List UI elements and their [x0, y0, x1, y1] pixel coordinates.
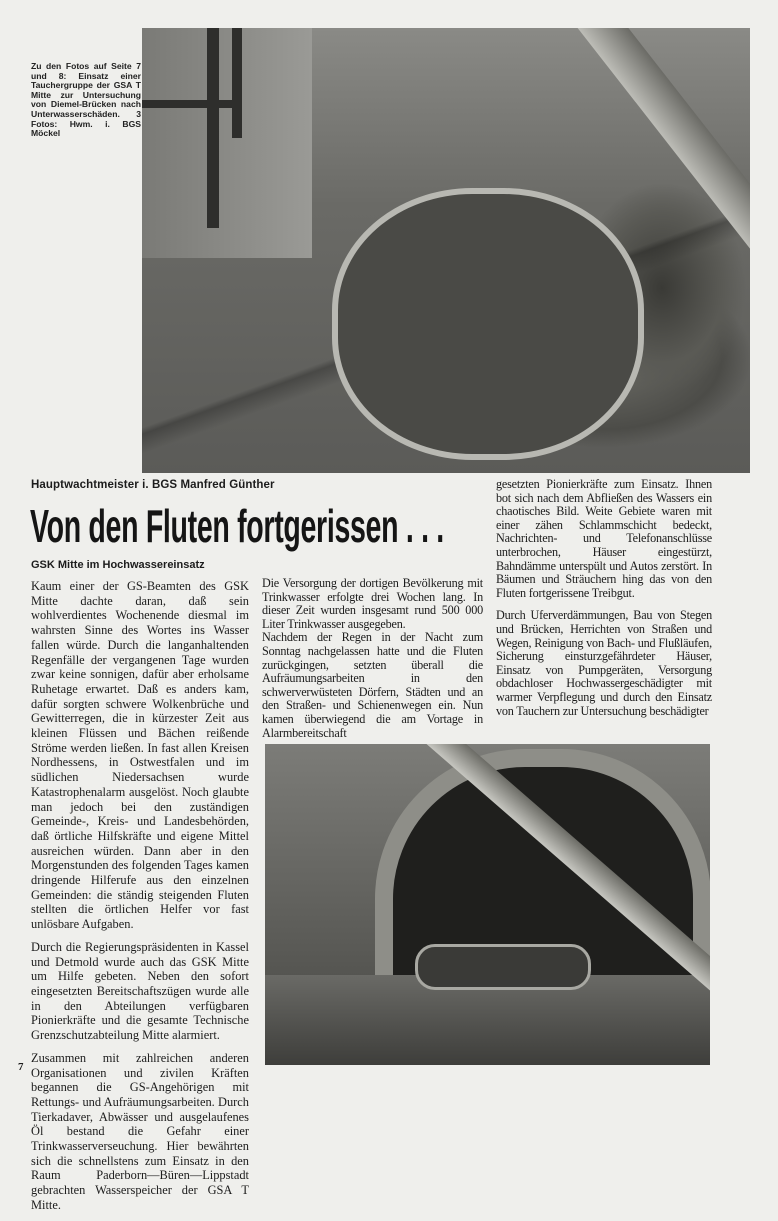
paragraph: Die Versorgung der dortigen Bevölkerung mit Trinkwasser erfolgte drei Wochen lang. In dieser Zeit wurden insgesamt rund 500 000 Liter Trinkwasser ausgegeben.	[262, 576, 483, 631]
photo-caption: Zu den Fotos auf Seite 7 und 8: Einsatz einer Tauchergruppe der GSA T Mitte zur Untersuchung von Diemel-Brücken nach Unterwasserschäden. 3 Fotos: Hwm. i. BGS Möckel	[31, 61, 141, 139]
paragraph: gesetzten Pionierkräfte zum Einsatz. Ihnen bot sich nach dem Abfließen des Wassers ein chaotisches Bild. Weite Gebiete waren mit einer zähen Schlammschicht bedeckt, Nachrichten- und Telefonanschlüsse unterbrochen, Häuser eingestürzt, Bahndämme unterspült und Autos zerstört. In Bäumen und Sträuchern hing das von den Fluten fortgerissene Treibgut.	[496, 477, 712, 600]
paragraph: Kaum einer der GS-Beamten des GSK Mitte dachte daran, daß sein wohlverdientes Wochenende diesmal im wahrsten Sinne des Wortes ins Wasser fallen würde. Durch die langanhaltenden Regenfälle der vergangenen Tage wurden zwar keine sonnigen, dafür aber erholsame Ruhetage erwartet. Daß es anders kam, dafür sorgten schwere Wolkenbrüche und Gewitterregen, die in kürzester Zeit aus kleinen Flüssen und Bächen reißende Ströme werden ließen. In fast allen Kreisen Nordhessens, in Ostwestfalen und im südlichen Niedersachsen wurde Katastrophenalarm ausgelöst. Noch glaubte man jedoch bei den zuständigen Gemeinde-, Kreis- und Landesbehörden, daß örtliche Hilfskräfte und eigene Mittel ausreichen würden. Dann aber in den Morgenstunden des folgenden Tages kamen dringende Hilferufe aus den einzelnen Gemeinden: die ständig steigenden Fluten stellten die örtlichen Helfer vor fast unlösbare Aufgaben.	[31, 579, 249, 932]
wooden-post	[207, 28, 219, 228]
article-author: Hauptwachtmeister i. BGS Manfred Günther	[31, 479, 275, 491]
paragraph: Durch Uferverdämmungen, Bau von Stegen und Brücken, Herrichten von Straßen und Wegen, Reinigung von Bach- und Flußläufen, Sicherung einsturzgefährdeter Häuser, Einsatz von Pumpgeräten, Versorgung obdachloser Hochwassergeschädigter mit warmer Verpflegung und durch den Einsatz von Tauchern zur Untersuchung beschädigter	[496, 608, 712, 718]
wooden-post	[232, 28, 242, 138]
text-column-left	[31, 579, 249, 1221]
text-column-right	[496, 478, 712, 726]
text-column-middle	[262, 577, 483, 740]
rubber-boat	[332, 188, 644, 460]
article-headline: Von den Fluten fortgerissen . . .	[30, 500, 444, 552]
photo-bridge-arch-boat	[265, 744, 710, 1065]
wooden-beam	[142, 100, 242, 108]
page-number: 7	[18, 1061, 24, 1073]
bridge-wall	[142, 28, 312, 258]
article-subheadline: GSK Mitte im Hochwassereinsatz	[31, 559, 205, 571]
rubber-boat	[415, 944, 591, 990]
photo-divers-in-rubber-boat	[142, 28, 750, 473]
paragraph: Nachdem der Regen in der Nacht zum Sonntag nachgelassen hatte und die Fluten zurückgingen, setzten überall die Aufräumungsarbeiten in den schwerverwüsteten Dörfern, Städten und an den Straßen- und Schienenwegen ein. Nun kamen überwiegend die am Vortage in Alarmbereitschaft	[262, 630, 483, 740]
paragraph: Durch die Regierungspräsidenten in Kassel und Detmold wurde auch das GSK Mitte um Hilfe gebeten. Neben den sofort eingesetzten Bereitschaftszügen wurde alle in den Abteilungen verfügbaren Pionierkräfte und die gesamte Technische Grenzschutzabteilung Mitte alarmiert.	[31, 939, 249, 1043]
paragraph: Zusammen mit zahlreichen anderen Organisationen und zivilen Kräften begannen die GS-Angehörigen mit Rettungs- und Aufräumungsarbeiten. Durch Tierkadaver, Abwässer und ausgelaufenes Öl bestand die Gefahr einer Trinkwasserverseuchung. Hier bewährten sich die schnellstens zum Einsatz in den Raum Paderborn—Büren—Lippstadt gebrachten Wasserspeicher der GSA T Mitte.	[31, 1050, 249, 1212]
